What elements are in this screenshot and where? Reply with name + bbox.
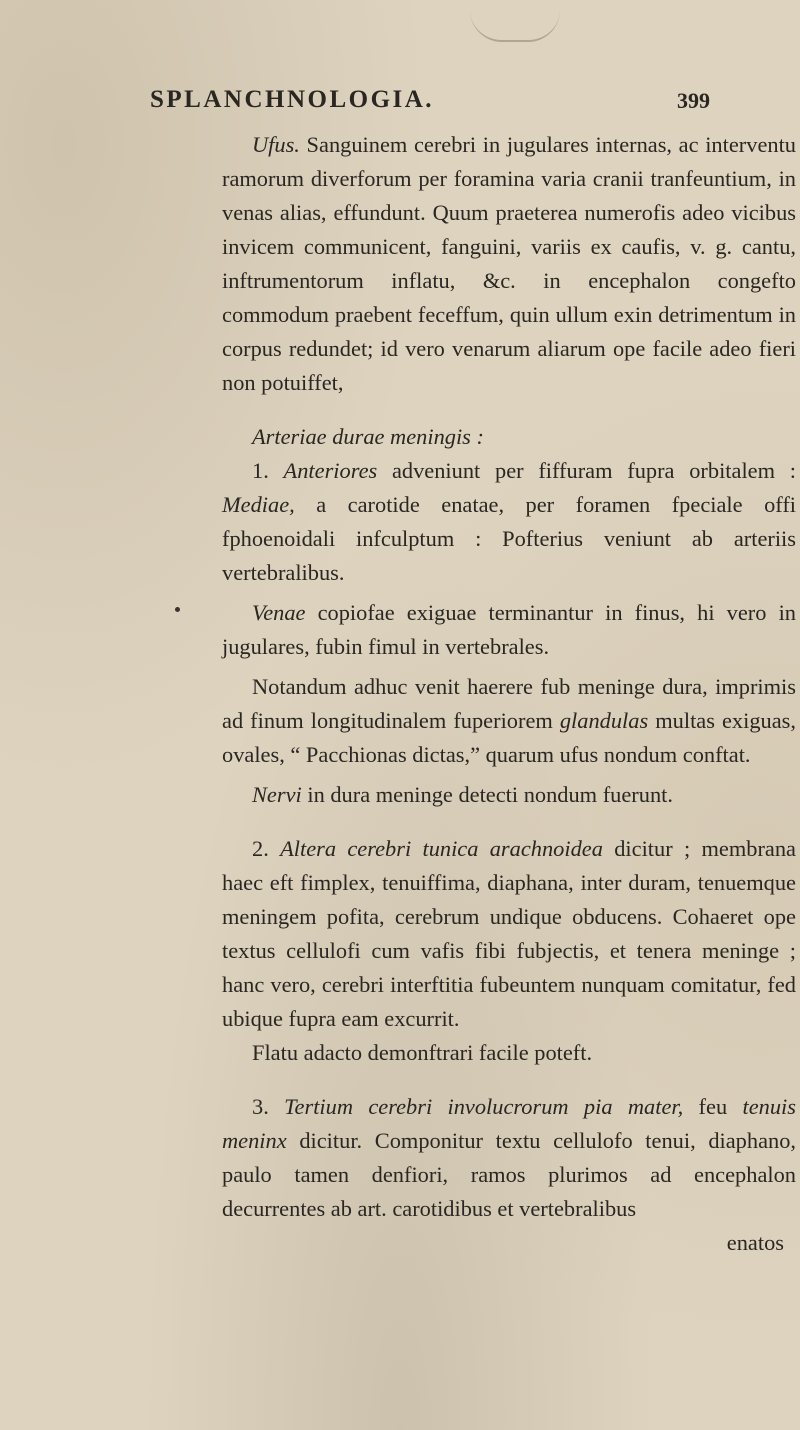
paragraph-text: dicitur ; membrana haec eft fimplex, tenuiffima, diaphana, inter duram, tenuemque meningem pofita, cerebrum undique obducens. Cohaeret ope textus cellulofi cum vafis fibi fubjectis, et tenera meninge ; hanc vero, cerebri interftitia fubeuntem nunquam comitatur, fed ubique fupra eam excurrit. bbox=[222, 836, 796, 1031]
paragraph-lead: Venae bbox=[252, 600, 306, 625]
paragraph-arachnoidea bbox=[222, 832, 796, 1036]
paragraph-flatu bbox=[222, 1036, 796, 1070]
paragraph-text-2: multas exiguas, ovales, “ Pacchionas dictas,” quarum ufus nondum conftat. bbox=[222, 708, 796, 767]
paragraph-pia-mater bbox=[222, 1090, 796, 1226]
paragraph-ufus bbox=[222, 128, 796, 400]
paragraph-nervi bbox=[222, 778, 796, 812]
paragraph-italic: Tertium cerebri involucrorum pia mater, bbox=[284, 1094, 684, 1119]
paragraph-notandum bbox=[222, 670, 796, 772]
running-title: SPLANCHNOLOGIA. bbox=[150, 86, 435, 113]
section-heading-arteriae bbox=[222, 420, 796, 454]
catchword: enatos bbox=[726, 1230, 784, 1255]
paragraph-text: in dura meninge detecti nondum fuerunt. bbox=[301, 782, 673, 807]
paragraph-text: copiofae exiguae terminantur in finus, hi vero in jugulares, fubin fimul in vertebrales. bbox=[222, 600, 796, 659]
paragraph-text: Notandum adhuc venit haerere fub meninge dura, imprimis ad finum longitudinalem fuperiorem bbox=[222, 674, 796, 733]
paragraph-venae bbox=[222, 596, 796, 664]
page-number: 399 bbox=[677, 88, 710, 113]
paragraph-text: adveniunt per fiffuram fupra orbitalem : bbox=[377, 458, 796, 483]
paragraph-lead: Nervi bbox=[252, 782, 302, 807]
item-number: 3. bbox=[252, 1094, 269, 1119]
paragraph-text: feu bbox=[683, 1094, 743, 1119]
paragraph-text: Flatu adacto demonftrari facile poteft. bbox=[252, 1040, 593, 1065]
paragraph-text-2: a carotide enatae, per foramen fpeciale offi fphoenoidali infculptum : Pofterius veniunt ab arteriis vertebralibus. bbox=[222, 492, 796, 585]
paragraph-italic: glandulas bbox=[559, 708, 649, 733]
body-text bbox=[222, 128, 796, 1260]
paragraph-italic-2: tenuis meninx bbox=[222, 1094, 796, 1153]
paragraph-lead-2: Mediae, bbox=[222, 492, 295, 517]
section-heading: Arteriae durae meningis : bbox=[252, 424, 484, 449]
item-number: 1. bbox=[252, 458, 269, 483]
running-head bbox=[150, 86, 710, 116]
paragraph-italic: Altera cerebri tunica arachnoidea bbox=[280, 836, 603, 861]
paragraph-lead: Ufus. bbox=[252, 132, 300, 157]
margin-mark bbox=[175, 607, 180, 612]
paragraph-lead: Anteriores bbox=[283, 458, 378, 483]
paper-mark bbox=[470, 10, 560, 42]
paragraph-text: Sanguinem cerebri in jugulares internas, ac interventu ramorum diverforum per foramina varia cranii tranfeuntium, in venas alias, effundunt. Quum praeterea numerofis adeo vicibus invicem communicent, fanguini, variis ex caufis, v. g. cantu, inftrumentorum inflatu, &c. in encephalon congefto commodum praebent feceffum, quin ullum exin detrimentum in corpus redundet; id vero venarum aliarum ope facile adeo fieri non potuiffet, bbox=[222, 132, 796, 395]
paragraph-anteriores bbox=[222, 454, 796, 590]
paragraph-text-2: dicitur. Componitur textu cellulofo tenui, diaphano, paulo tamen denfiori, ramos plurimos ad encephalon decurrentes ab art. carotidibus et vertebralibus bbox=[222, 1128, 796, 1221]
item-number: 2. bbox=[252, 836, 269, 861]
